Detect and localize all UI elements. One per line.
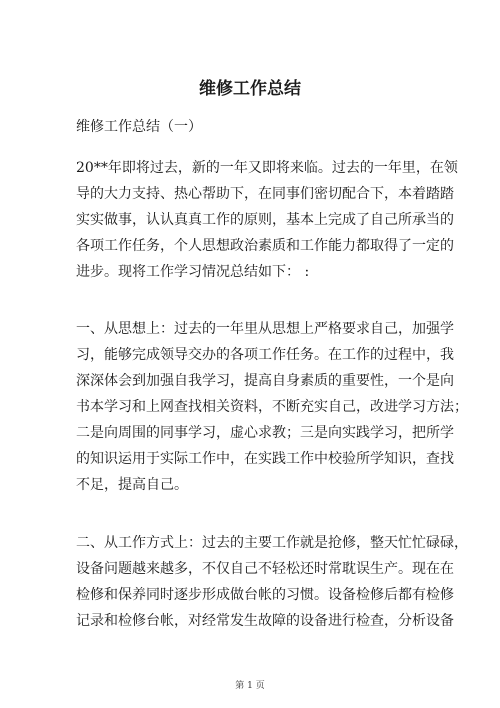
paragraph-line: 深深体会到加强自我学习，提高自身素质的重要性，一个是向 [76, 373, 454, 389]
paragraph-line: 的知识运用于实际工作中，在实践工作中校验所学知识，查找 [76, 451, 454, 467]
paragraph-line: 20**年即将过去，新的一年又即将来临。过去的一年里，在领 [76, 160, 458, 176]
paragraph-line: 记录和检修台帐，对经常发生故障的设备进行检查，分析设备 [76, 613, 454, 629]
document-title: 维修工作总结 [199, 79, 301, 99]
paragraph-line: 二是向周围的同事学习，虚心求教；三是向实践学习，把所学 [76, 425, 454, 441]
paragraph-line: 一、从思想上：过去的一年里从思想上严格要求自己，加强学 [76, 321, 454, 337]
paragraph-line: 设备问题越来越多，不仅自己不轻松还时常耽误生产。现在在 [76, 561, 454, 577]
paragraph-line: 不足，提高自己。 [76, 477, 188, 493]
paragraph-line: 习，能够完成领导交办的各项工作任务。在工作的过程中，我 [76, 347, 454, 363]
paragraph-intro [76, 155, 458, 285]
paragraph-line: 进步。现将工作学习情况总结如下： : [76, 264, 310, 280]
paragraph-line: 各项工作任务，个人思想政治素质和工作能力都取得了一定的 [76, 238, 454, 254]
paragraph-line: 检修和保养同时逐步形成做台帐的习惯。设备检修后都有检修 [76, 587, 454, 603]
paragraph-ideology [76, 316, 468, 498]
paragraph-line: 书本学习和上网查找相关资料，不断充实自己，改进学习方法； [76, 399, 468, 415]
paragraph-line: 实实做事，认认真真工作的原则，基本上完成了自己所承当的 [76, 212, 454, 228]
paragraph-line: 二、从工作方式上：过去的主要工作就是抢修，整天忙忙碌碌， [76, 535, 468, 551]
paragraph-line: 导的大力支持、热心帮助下，在同事们密切配合下，本着踏踏 [76, 186, 454, 202]
document-subtitle: 维修工作总结（一） [76, 119, 202, 135]
page-number: 第 1 页 [235, 681, 265, 691]
paragraph-work-method [76, 530, 468, 634]
